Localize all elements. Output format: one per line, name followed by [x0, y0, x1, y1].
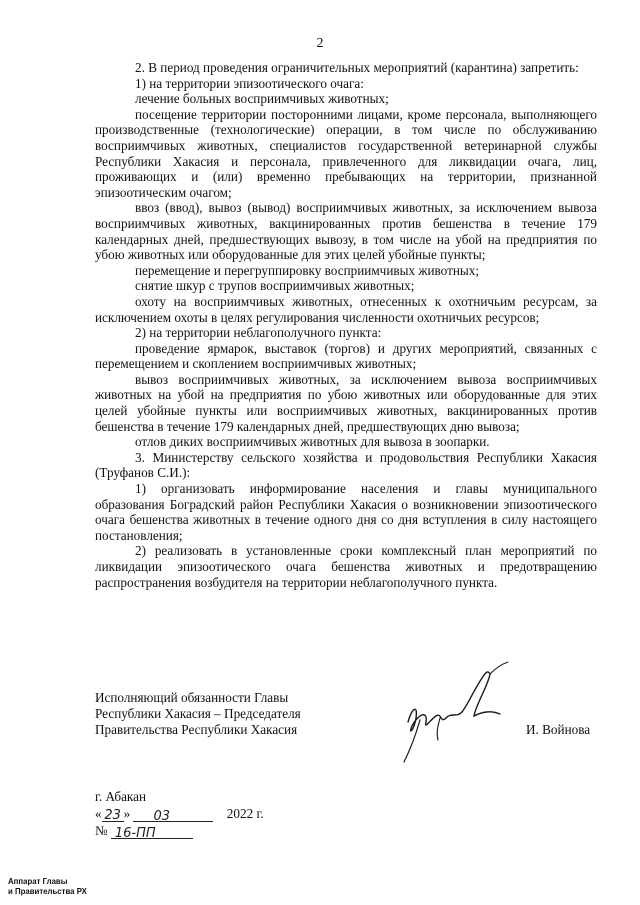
signatory-title-line: Исполняющий обязанности Главы	[95, 690, 289, 705]
signatory-title	[95, 690, 301, 738]
paragraph: 2) реализовать в установленные сроки комплексный план мероприятий по ликвидации эпизоотического очага бешенства животных и предотвращению распространения возбудителя на территории неблагополучного пункта.	[95, 543, 597, 590]
footer-stamp-line: и Правительства РХ	[8, 886, 87, 896]
paragraph: лечение больных восприимчивых животных;	[135, 91, 389, 107]
city-line	[95, 788, 264, 805]
document-number: 16-ПП	[111, 825, 193, 839]
handwritten-signature	[378, 660, 518, 770]
paragraph: 1) организовать информирование населения и главы муниципального образования Боградский район Республики Хакасия о возникновении эпизоотического очага бешенства животных в течение одного дня со дня вступления в силу настоящего постановления;	[95, 481, 597, 543]
footer-stamp	[8, 876, 87, 896]
paragraph: снятие шкур с трупов восприимчивых животных;	[135, 278, 415, 294]
signatory-title-line: Республики Хакасия – Председателя	[95, 706, 301, 721]
city: г. Абакан	[95, 789, 147, 804]
paragraph: вывоз восприимчивых животных, за исключением вывоза восприимчивых животных на убой на предприятия по убою животных или оборудованные для этих целей убойные пункты или восприимчивых животных, вакцинированных против бешенства в течение 179 календарных дней, предшествующих дню вывоза;	[95, 371, 597, 434]
date-line	[95, 805, 264, 822]
footer-stamp-line: Аппарат Главы	[8, 876, 68, 886]
number-line	[95, 822, 264, 839]
paragraph: 2) на территории неблагополучного пункта:	[135, 325, 382, 341]
signatory-title-line: Правительства Республики Хакасия	[95, 722, 298, 737]
place-and-date	[95, 788, 264, 839]
paragraph: охоту на восприимчивых животных, отнесенных к охотничьим ресурсам, за исключением охоты в целях регулирования численности охотничьих ресурсов;	[95, 293, 597, 325]
paragraph: проведение ярмарок, выставок (торгов) и других мероприятий, связанных с перемещением и скоплением восприимчивых животных;	[95, 340, 597, 372]
paragraph: 2. В период проведения ограничительных мероприятий (карантина) запретить:	[135, 60, 579, 75]
paragraph: отлов диких восприимчивых животных для вывоза в зоопарки.	[135, 434, 490, 450]
paragraph: 3. Министерству сельского хозяйства и продовольствия Республики Хакасия (Труфанов С.И.):	[95, 449, 597, 481]
signatory-name: И. Войнова	[526, 722, 591, 737]
date-open-quote: «	[95, 806, 102, 821]
paragraph: 1) на территории эпизоотического очага:	[135, 75, 364, 91]
number-prefix: №	[95, 823, 108, 838]
document-body	[95, 60, 597, 590]
page-number: 2	[316, 36, 324, 51]
date-close-quote: »	[123, 806, 131, 821]
paragraph: перемещение и перегруппировку восприимчивых животных;	[135, 262, 480, 278]
date-month: 03	[133, 808, 213, 822]
paragraph: ввоз (ввод), вывоз (вывод) восприимчивых животных, за исключением вывоза восприимчивых животных, вакцинированных против бешенства в течение 179 календарных дней, предшествующих вывозу, в том числе на убой на предприятия по убою животных или оборудованные для этих целей убойные пункты;	[95, 200, 597, 263]
paragraph: посещение территории посторонними лицами, кроме персонала, выполняющего производственные (технологические) операции, в том числе по обслуживанию восприимчивых животных, специалистов государственной ветеринарной службы Республики Хакасия и персонала, привлеченного для ликвидации очага, лиц, проживающих и (или) временно пребывающих на территории, признанной эпизоотическим очагом;	[95, 106, 597, 200]
date-year: 2022 г.	[226, 806, 264, 821]
date-day: 23	[102, 807, 124, 822]
